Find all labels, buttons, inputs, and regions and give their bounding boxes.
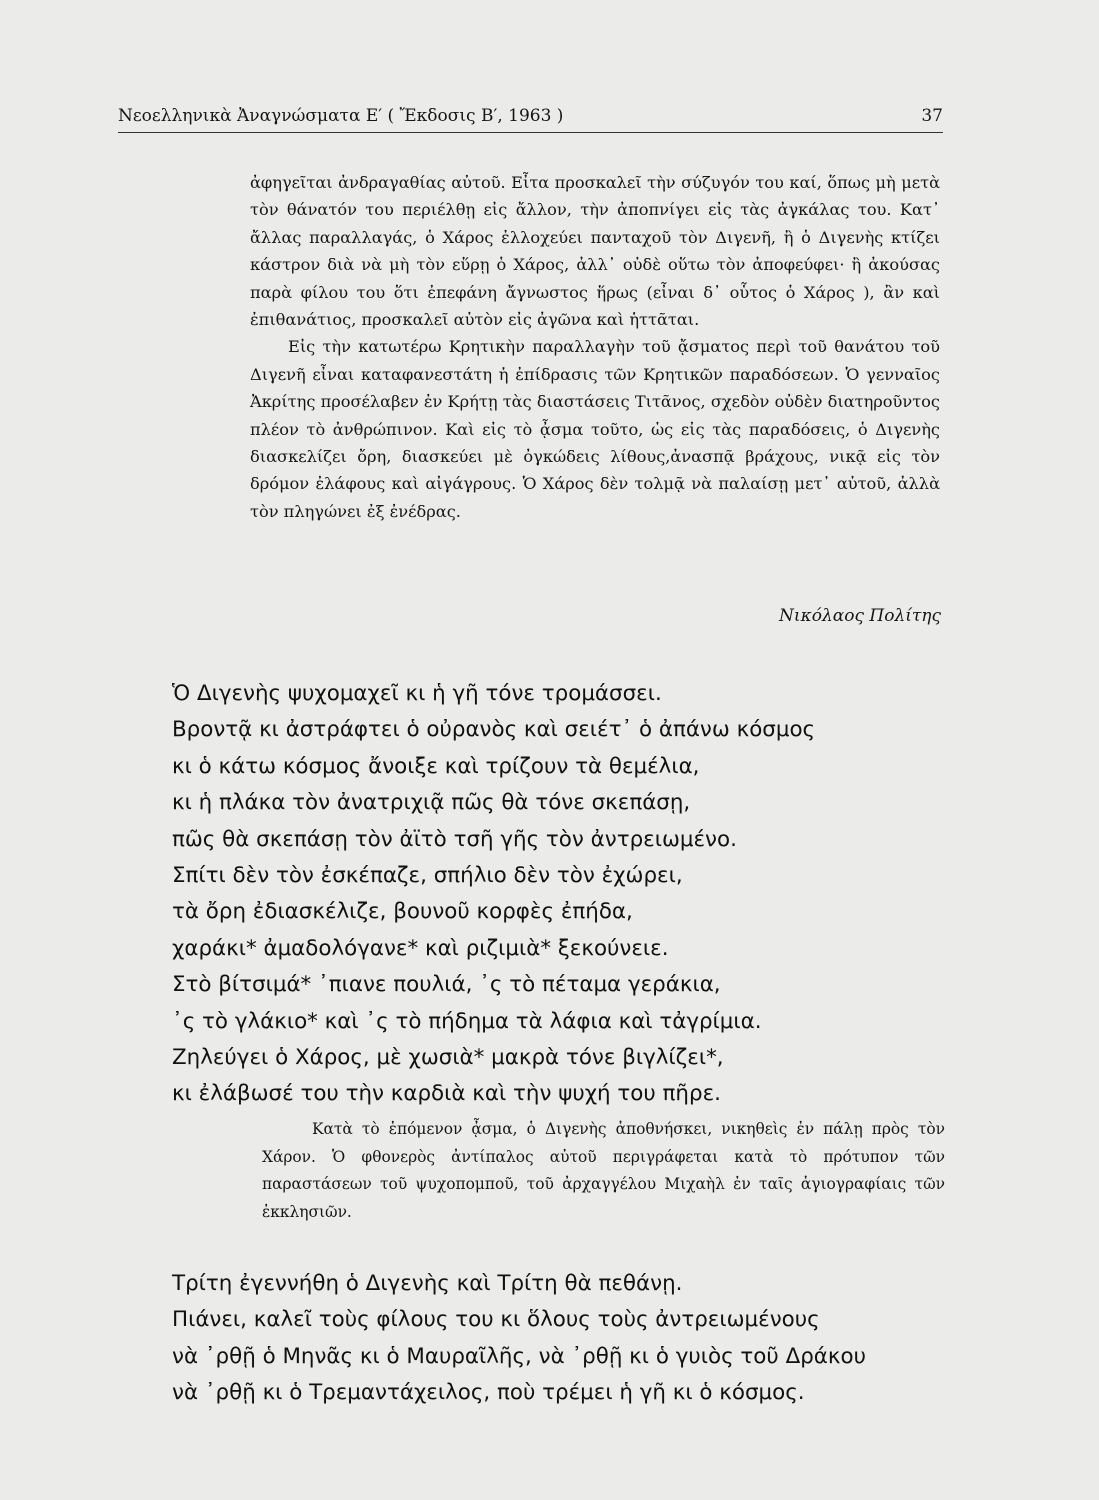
verse-line: τὰ ὄρη ἐδιασκέλιζε, βουνοῦ κορφὲς ἐπήδα, — [172, 899, 633, 925]
bleed-through — [180, 140, 186, 162]
running-head-title: Νεοελληνικὰ Ἀναγνώσματα Ε′ ( Ἔκδοσις Β′, 1963 ) — [118, 106, 564, 126]
verse-line: Ζηλεύγει ὁ Χάρος, μὲ χωσιὰ* μακρὰ τόνε βιγλίζει*, — [172, 1045, 724, 1071]
poem-verse — [172, 676, 815, 1113]
verse-line: Στὸ βίτσιμά* ᾽πιανε πουλιά, ᾽ς τὸ πέταμα γεράκια, — [172, 972, 721, 998]
verse-line: νὰ ᾽ρθῇ κι ὁ Τρεμαντάχειλος, ποὺ τρέμει ἡ γῆ κι ὁ κόσμος. — [172, 1380, 805, 1406]
author-signature: Νικόλαος Πολίτης — [779, 606, 941, 626]
note-paragraph: Κατὰ τὸ ἑπόμενον ᾆσμα, ὁ Διγενὴς ἀποθνήσκει, νικηθεὶς ἐν πάλῃ πρὸς τὸν Χάρον. Ὁ φθονερὸς ἀντίπαλος αὐτοῦ περιγράφεται κατὰ τὸ πρότυπον τῶν παραστάσεων τοῦ ψυχοπομποῦ, τοῦ ἀρχαγγέλου Μιχαὴλ ἐν ταῖς ἁγιογραφίαις τῶν ἐκκλησιῶν. — [262, 1120, 945, 1221]
verse-line: χαράκι* ἀμαδολόγανε* καὶ ριζιμιὰ* ξεκούνειε. — [172, 935, 669, 961]
verse-line: νὰ ᾽ρθῇ ὁ Μηνᾶς κι ὁ Μαυραῖλῆς, νὰ ᾽ρθῇ κι ὁ γυιὸς τοῦ Δράκου — [172, 1343, 866, 1369]
verse-line: κι ἐλάβωσέ του τὴν καρδιὰ καὶ τὴν ψυχή του πῆρε. — [172, 1081, 721, 1107]
verse-line: πῶς θὰ σκεπάσῃ τὸν ἀϊτὸ τσῆ γῆς τὸν ἀντρειωμένο. — [172, 826, 737, 852]
verse-line: ᾽ς τὸ γλάκιο* καὶ ᾽ς τὸ πήδημα τὰ λάφια καὶ τἀγρίμια. — [172, 1008, 762, 1034]
verse-line: Ὁ Διγενὴς ψυχομαχεῖ κι ἡ γῆ τόνε τρομάσσει. — [172, 681, 662, 706]
poem-verse — [172, 1266, 866, 1412]
running-head — [118, 104, 943, 133]
paragraph: Εἰς τὴν κατωτέρω Κρητικὴν παραλλαγὴν τοῦ ᾄσματος περὶ τοῦ θανάτου τοῦ Διγενῆ εἶναι καταφανεστάτη ἡ ἐπίδρασις τῶν Κρητικῶν παραδόσεων. Ὁ γενναῖος Ἀκρίτης προσέλαβεν ἐν Κρήτῃ τὰς διαστάσεις Τιτᾶνος, σχεδὸν οὐδὲν διατηροῦντος πλέον τὸ ἀνθρώπινον. Καὶ εἰς τὸ ᾆσμα τοῦτο, ὡς εἰς τὰς παραδόσεις, ὁ Διγενὴς διασκελίζει ὄρη, διασκεύει μὲ ὀγκώδεις λίθους,ἀνασπᾷ βράχους, νικᾷ εἰς τὸν δρόμον ἐλάφους καὶ αἰγάγρους. Ὁ Χάρος δὲν τολμᾷ νὰ παλαίσῃ μετ᾽ αὐτοῦ, ἀλλὰ τὸν πληγώνει ἐξ ἐνέδρας. — [250, 337, 940, 521]
verse-line: κι ὁ κάτω κόσμος ἄνοιξε καὶ τρίζουν τὰ θεμέλια, — [172, 753, 700, 779]
verse-line: Τρίτη ἐγεννήθη ὁ Διγενὴς καὶ Τρίτη θὰ πεθάνῃ. — [172, 1271, 683, 1296]
introduction-text — [250, 169, 940, 525]
verse-line: Πιάνει, καλεῖ τοὺς φίλους του κι ὅλους τοὺς ἀντρειωμένους — [172, 1307, 820, 1333]
verse-line: κι ἡ πλάκα τὸν ἀνατριχιᾷ πῶς θὰ τόνε σκεπάσῃ, — [172, 790, 691, 816]
editorial-note — [262, 1116, 945, 1226]
verse-line: Σπίτι δὲν τὸν ἐσκέπαζε, σπήλιο δὲν τὸν ἐχώρει, — [172, 863, 683, 889]
page-number: 37 — [921, 106, 943, 126]
verse-line: Βροντᾷ κι ἀστράφτει ὁ οὐρανὸς καὶ σειέτ᾽ ὁ ἀπάνω κόσμος — [172, 717, 816, 743]
paragraph: ἀφηγεῖται ἀνδραγαθίας αὐτοῦ. Εἶτα προσκαλεῖ τὴν σύζυγόν του καί, ὅπως μὴ μετὰ τὸν θάνατόν του περιέλθῃ εἰς ἄλλον, τὴν ἀποπνίγει εἰς τὰς ἀγκάλας του. Κατ᾽ ἄλλας παραλλαγάς, ὁ Χάρος ἐλλοχεύει πανταχοῦ τὸν Διγενῆ, ἢ ὁ Διγενὴς κτίζει κάστρον διὰ νὰ μὴ τὸν εὕρῃ ὁ Χάρος, ἀλλ᾽ οὐδὲ οὕτω τὸν ἀποφεύφει· ἢ ἀκούσας παρὰ φίλου του ὅτι ἐπεφάνη ἄγνωστος ἥρως (εἶναι δ᾽ οὗτος ὁ Χάρος ), ἂν καὶ ἐπιθανάτιος, προσκαλεῖ αὐτὸν εἰς ἀγῶνα καὶ ἡττᾶται. — [250, 173, 940, 330]
